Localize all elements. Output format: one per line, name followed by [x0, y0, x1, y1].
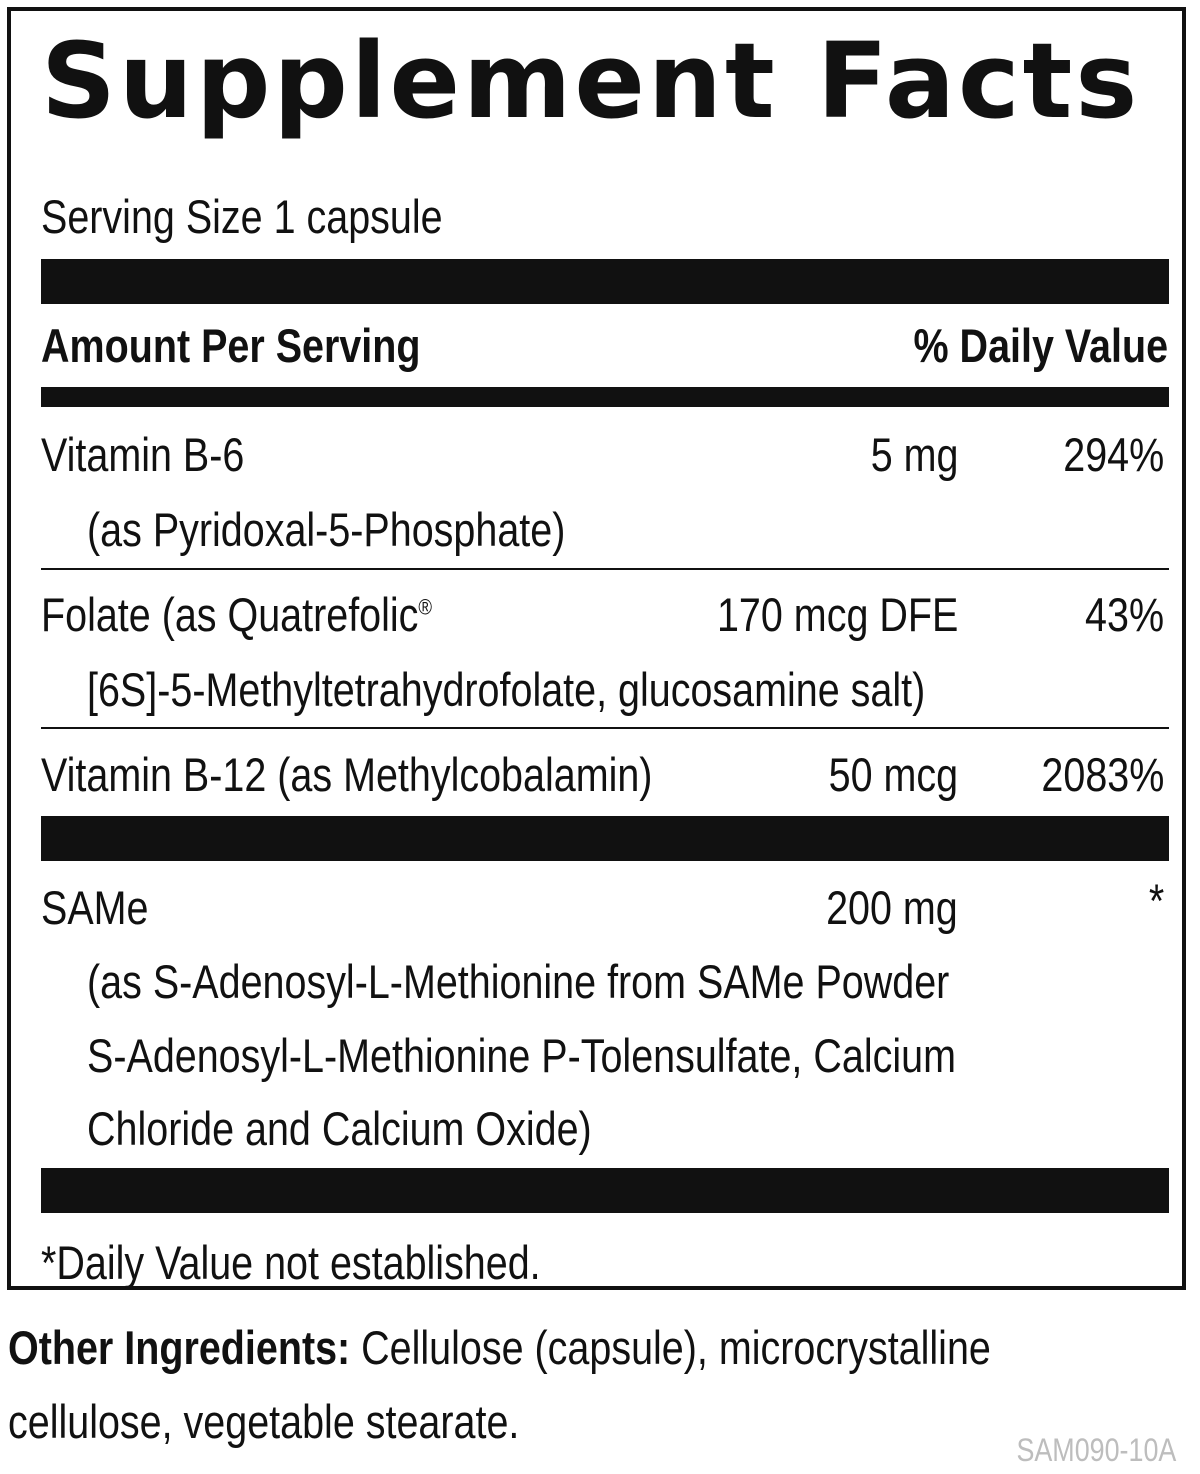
footnote: *Daily Value not established.: [41, 1236, 541, 1289]
nutrient-name: Vitamin B-6: [41, 428, 245, 481]
nutrient-detail: Chloride and Calcium Oxide): [87, 1102, 592, 1155]
amount-per-serving-label: Amount Per Serving: [41, 319, 421, 372]
nutrient-daily-value: *: [1148, 874, 1164, 927]
row-divider: [41, 568, 1169, 570]
nutrient-daily-value: 43%: [1084, 588, 1164, 641]
nutrient-detail: (as S-Adenosyl-L-Methionine from SAMe Powder: [87, 955, 950, 1008]
nutrient-daily-value: 294%: [1063, 428, 1164, 481]
thick-divider: [41, 259, 1169, 304]
nutrient-amount: 50 mcg: [828, 748, 958, 801]
nutrient-name: Vitamin B-12 (as Methylcobalamin): [41, 748, 653, 801]
nutrient-detail: [6S]-5-Methyltetrahydrofolate, glucosamine salt): [87, 663, 926, 716]
serving-size: Serving Size 1 capsule: [41, 190, 443, 243]
nutrient-name: SAMe: [41, 881, 149, 934]
nutrient-detail: (as Pyridoxal-5-Phosphate): [87, 503, 566, 556]
other-ingredients-line: cellulose, vegetable stearate.: [8, 1395, 520, 1448]
nutrient-detail: S-Adenosyl-L-Methionine P-Tolensulfate, Calcium: [87, 1029, 956, 1082]
panel-title: Supplement Facts: [41, 20, 1141, 142]
supplement-facts-panel: [7, 7, 1186, 1290]
product-code: SAM090-10A: [1016, 1432, 1176, 1468]
other-ingredients-label: Other Ingredients:: [8, 1321, 351, 1374]
daily-value-label: % Daily Value: [913, 319, 1168, 372]
nutrient-amount: 200 mg: [826, 881, 958, 934]
nutrient-amount: 170 mcg DFE: [716, 588, 958, 641]
thick-divider: [41, 1168, 1169, 1213]
thick-divider: [41, 816, 1169, 861]
row-divider: [41, 727, 1169, 729]
nutrient-daily-value: 2083%: [1041, 748, 1164, 801]
nutrient-name: Folate (as Quatrefolic®: [41, 588, 433, 641]
medium-divider: [41, 387, 1169, 407]
other-ingredients-line: Other Ingredients: Cellulose (capsule), microcrystalline: [8, 1321, 991, 1374]
nutrient-amount: 5 mg: [870, 428, 958, 481]
